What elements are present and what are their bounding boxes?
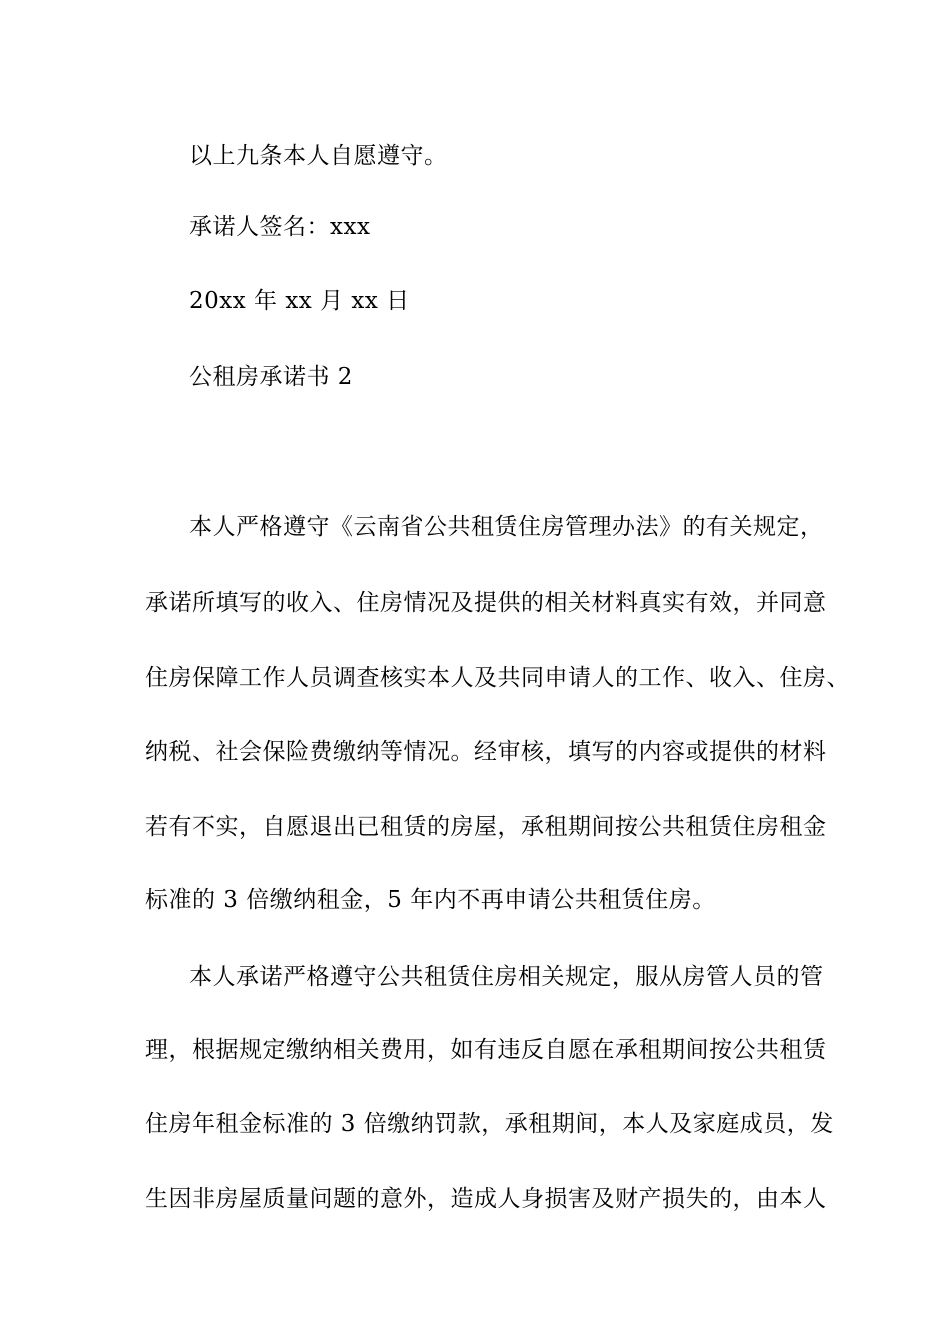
paragraph2-line-4: 生因非房屋质量问题的意外，造成人身损害及财产损失的，由本人: [145, 1186, 827, 1212]
date-line: 20xx 年 xx 月 xx 日: [189, 288, 410, 314]
paragraph2-line-2: 理，根据规定缴纳相关费用，如有违反自愿在承租期间按公共租赁: [145, 1037, 827, 1063]
paragraph1-line-4: 纳税、社会保险费缴纳等情况。经审核，填写的内容或提供的材料: [145, 739, 827, 765]
closing-statement: 以上九条本人自愿遵守。: [189, 143, 448, 169]
paragraph1-line-1: 本人严格遵守《云南省公共租赁住房管理办法》的有关规定，: [189, 514, 824, 540]
paragraph2-line-1: 本人承诺严格遵守公共租赁住房相关规定，服从房管人员的管: [189, 964, 824, 990]
paragraph1-line-3: 住房保障工作人员调查核实本人及共同申请人的工作、收入、住房、: [145, 665, 850, 691]
paragraph1-line-5: 若有不实，自愿退出已租赁的房屋，承租期间按公共租赁住房租金: [145, 814, 827, 840]
paragraph2-line-3: 住房年租金标准的 3 倍缴纳罚款，承租期间，本人及家庭成员，发: [145, 1111, 834, 1137]
paragraph1-line-6: 标准的 3 倍缴纳租金，5 年内不再申请公共租赁住房。: [145, 887, 716, 913]
signature-line: 承诺人签名：xxx: [189, 214, 371, 240]
section-title: 公租房承诺书 2: [189, 364, 353, 390]
paragraph1-line-2: 承诺所填写的收入、住房情况及提供的相关材料真实有效，并同意: [145, 590, 827, 616]
